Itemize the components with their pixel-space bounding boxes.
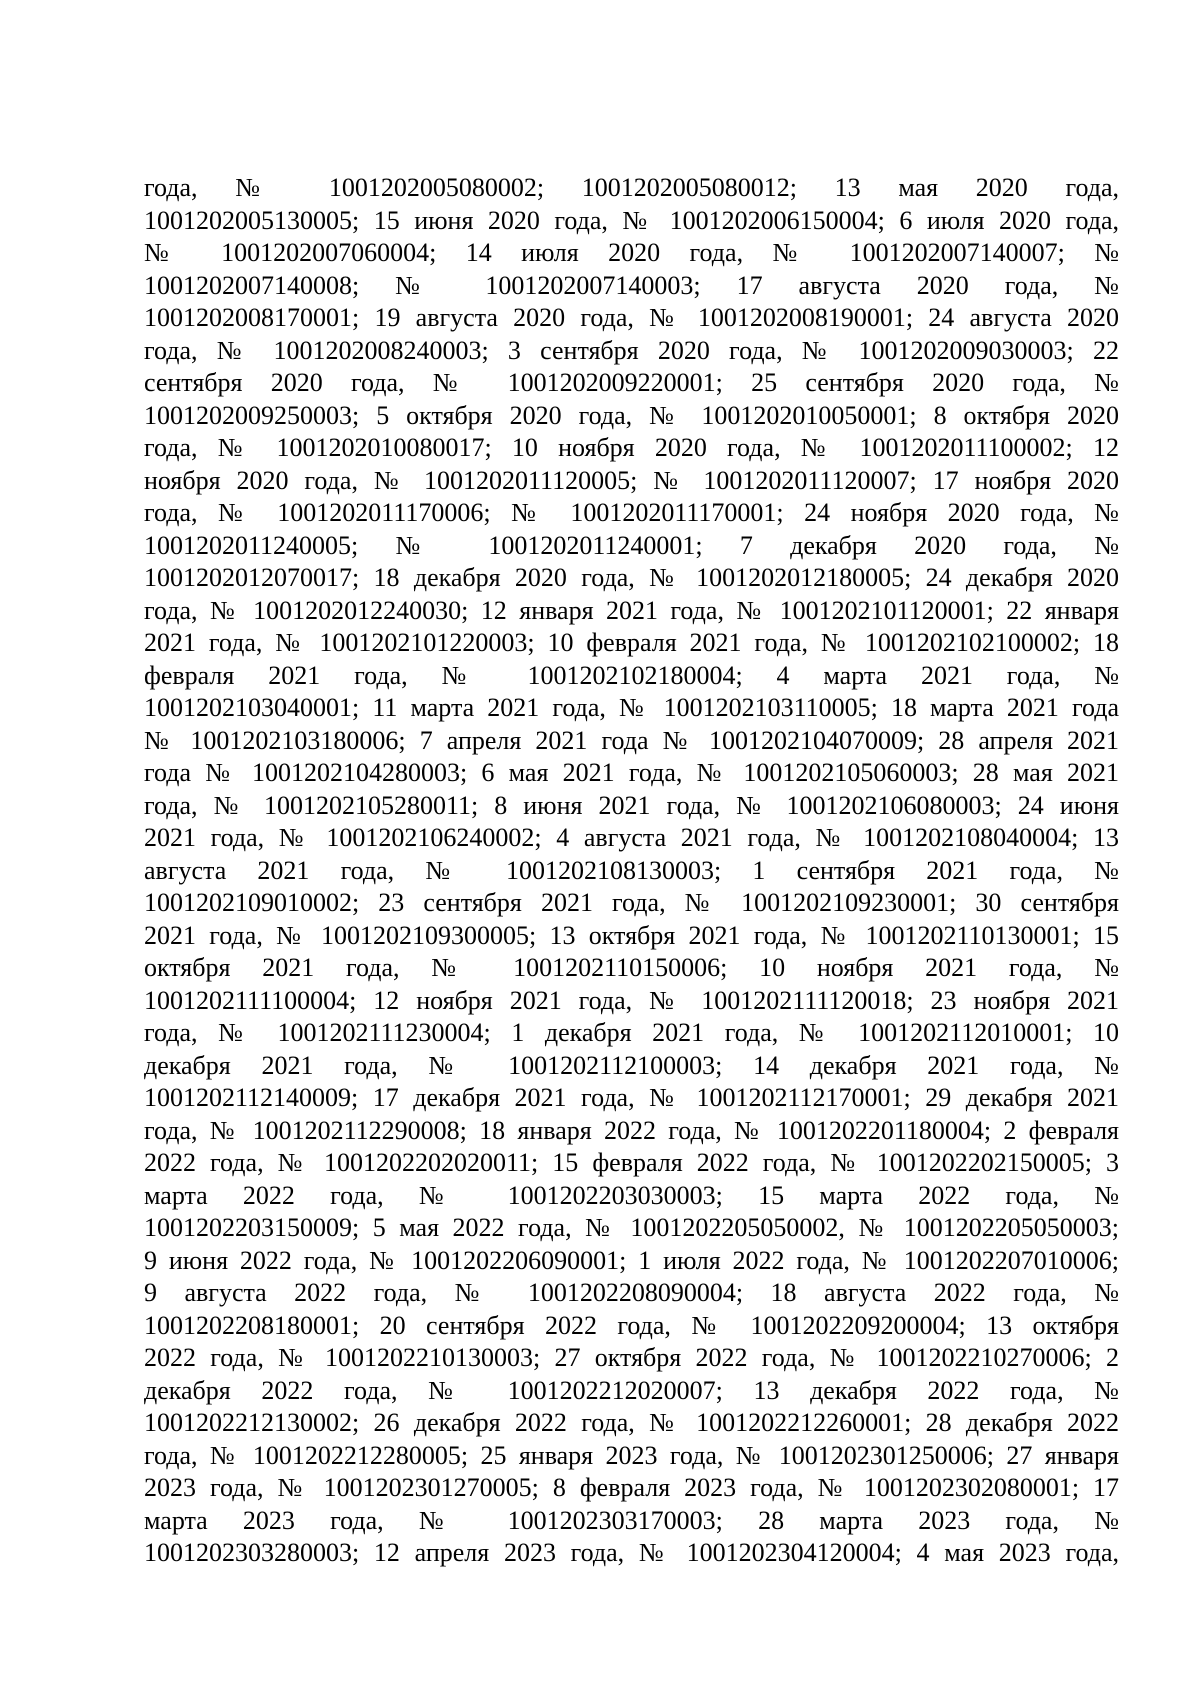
text-line: 1001202203150009; 5 мая 2022 года, № 1001202205050002, № 1001202205050003; — [144, 1213, 1119, 1242]
text-line: 9 июня 2022 года, № 1001202206090001; 1 июля 2022 года, № 1001202207010006; — [144, 1245, 1119, 1275]
text-line: ноября 2020 года, № 1001202011120005; № 1001202011120007; 17 ноября 2020 — [144, 465, 1119, 495]
text-line: № 1001202007060004; 14 июля 2020 года, № 1001202007140007; № — [144, 238, 1119, 267]
text-line: 1001202011240005; № 1001202011240001; 7 декабря 2020 года, № — [144, 530, 1119, 560]
text-line: года, № 1001202008240003; 3 сентября 2020 года, № 1001202009030003; 22 — [144, 335, 1119, 365]
text-line: года, № 1001202005080002; 1001202005080012; 13 мая 2020 года, — [144, 173, 1119, 202]
text-line: года, № 1001202212280005; 25 января 2023 года, № 1001202301250006; 27 января — [144, 1440, 1119, 1470]
text-line: года, № 1001202010080017; 10 ноября 2020 года, № 1001202011100002; 12 — [144, 433, 1119, 462]
text-line: года, № 1001202012240030; 12 января 2021 года, № 1001202101120001; 22 января — [144, 595, 1119, 625]
text-line: 1001202103040001; 11 марта 2021 года, № 1001202103110005; 18 марта 2021 года — [144, 693, 1119, 722]
text-line: 1001202008170001; 19 августа 2020 года, № 1001202008190001; 24 августа 2020 — [144, 303, 1119, 332]
text-line: октября 2021 года, № 1001202110150006; 10 ноября 2021 года, № — [144, 953, 1119, 982]
text-line: 1001202009250003; 5 октября 2020 года, № 1001202010050001; 8 октября 2020 — [144, 400, 1119, 430]
text-line: 2021 года, № 1001202109300005; 13 октября 2021 года, № 1001202110130001; 15 — [144, 920, 1119, 950]
text-line: декабря 2022 года, № 1001202212020007; 13 декабря 2022 года, № — [144, 1375, 1119, 1405]
text-line: года, № 1001202105280011; 8 июня 2021 года, № 1001202106080003; 24 июня — [144, 790, 1119, 820]
text-line: марта 2023 года, № 1001202303170003; 28 марта 2023 года, № — [144, 1505, 1119, 1535]
text-line: года, № 1001202011170006; № 1001202011170001; 24 ноября 2020 года, № — [144, 498, 1119, 527]
text-line: 1001202007140008; № 1001202007140003; 17 августа 2020 года, № — [144, 270, 1119, 300]
text-line: 2021 года, № 1001202106240002; 4 августа 2021 года, № 1001202108040004; 13 — [144, 823, 1119, 852]
text-line: сентября 2020 года, № 1001202009220001; 25 сентября 2020 года, № — [144, 368, 1119, 397]
text-line: 1001202012070017; 18 декабря 2020 года, № 1001202012180005; 24 декабря 2020 — [144, 563, 1119, 592]
text-line: февраля 2021 года, № 1001202102180004; 4 марта 2021 года, № — [144, 660, 1119, 690]
text-line: августа 2021 года, № 1001202108130003; 1 сентября 2021 года, № — [144, 855, 1119, 885]
text-line: декабря 2021 года, № 1001202112100003; 14 декабря 2021 года, № — [144, 1050, 1119, 1080]
text-line: 2023 года, № 1001202301270005; 8 февраля 2023 года, № 1001202302080001; 17 — [144, 1473, 1119, 1502]
text-line: 2022 года, № 1001202202020011; 15 февраля 2022 года, № 1001202202150005; 3 — [144, 1148, 1119, 1177]
text-line: 1001202005130005; 15 июня 2020 года, № 1001202006150004; 6 июля 2020 года, — [144, 205, 1119, 235]
text-line: 1001202208180001; 20 сентября 2022 года, № 1001202209200004; 13 октября — [144, 1310, 1119, 1340]
text-line: 9 августа 2022 года, № 1001202208090004; 18 августа 2022 года, № — [144, 1278, 1119, 1307]
text-line: года, № 1001202112290008; 18 января 2022 года, № 1001202201180004; 2 февраля — [144, 1115, 1119, 1145]
text-line: 1001202112140009; 17 декабря 2021 года, № 1001202112170001; 29 декабря 2021 — [144, 1083, 1119, 1112]
document-text — [144, 172, 1119, 1570]
text-line: 2021 года, № 1001202101220003; 10 февраля 2021 года, № 1001202102100002; 18 — [144, 628, 1119, 657]
text-line: 1001202111100004; 12 ноября 2021 года, № 1001202111120018; 23 ноября 2021 — [144, 985, 1119, 1015]
text-line: № 1001202103180006; 7 апреля 2021 года № 1001202104070009; 28 апреля 2021 — [144, 725, 1119, 755]
text-line: 1001202109010002; 23 сентября 2021 года, № 1001202109230001; 30 сентября — [144, 888, 1119, 917]
text-line: года № 1001202104280003; 6 мая 2021 года, № 1001202105060003; 28 мая 2021 — [144, 758, 1119, 787]
text-line: 2022 года, № 1001202210130003; 27 октября 2022 года, № 1001202210270006; 2 — [144, 1343, 1119, 1372]
text-line: 1001202303280003; 12 апреля 2023 года, № 1001202304120004; 4 мая 2023 года, — [144, 1538, 1119, 1567]
text-line: года, № 1001202111230004; 1 декабря 2021 года, № 1001202112010001; 10 — [144, 1018, 1119, 1047]
text-line: 1001202212130002; 26 декабря 2022 года, № 1001202212260001; 28 декабря 2022 — [144, 1408, 1119, 1437]
text-line: марта 2022 года, № 1001202203030003; 15 марта 2022 года, № — [144, 1180, 1119, 1210]
